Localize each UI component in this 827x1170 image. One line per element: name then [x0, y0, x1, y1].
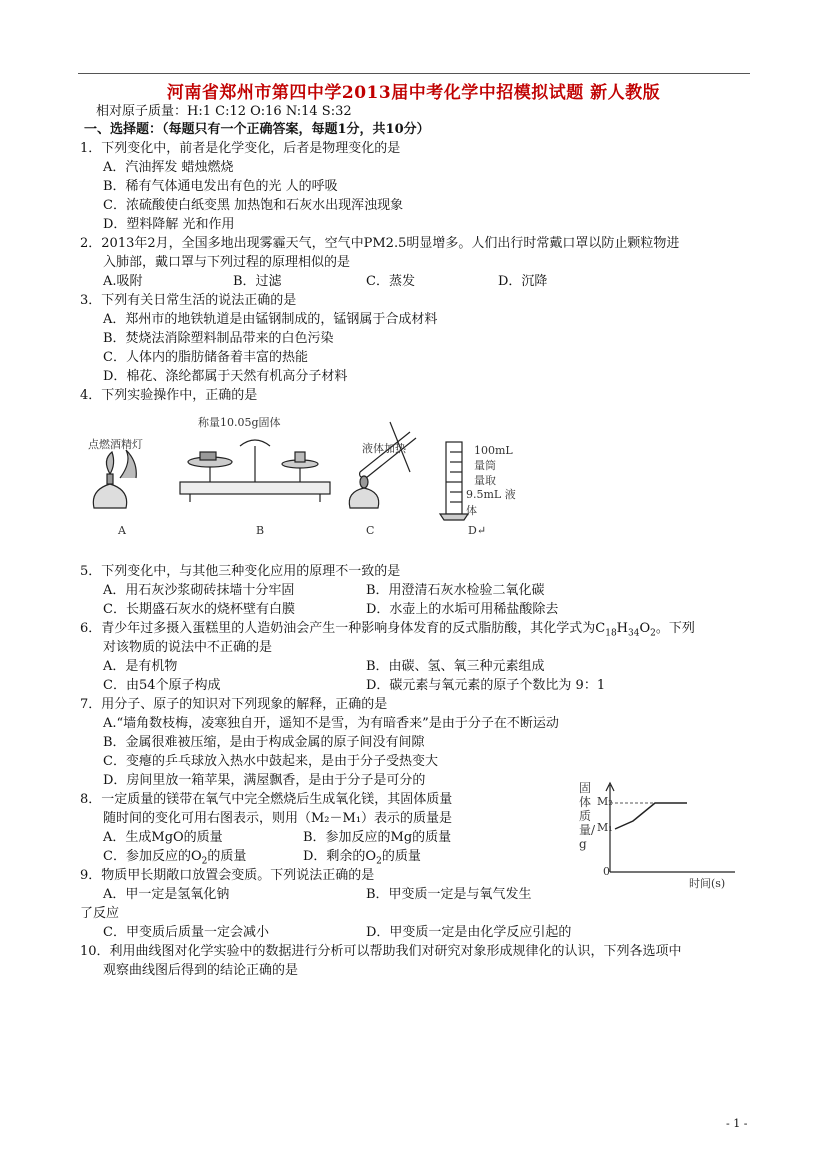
q6-stem-line1	[80, 621, 695, 642]
q6-o: O	[639, 621, 651, 636]
q2-option-b: B．过滤	[233, 274, 282, 289]
alcohol-lamp-a-drawing	[93, 450, 136, 508]
q5-stem: 5．下列变化中，与其他三种变化应用的原理不一致的是	[80, 564, 401, 579]
q3-option-a: A．郑州市的地铁轨道是由锰钢制成的，锰钢属于合成材料	[103, 312, 438, 327]
q1-option-d: D．塑料降解 光和作用	[103, 217, 235, 232]
q8-option-a: A．生成MgO的质量	[103, 830, 223, 845]
q8-stem-line1: 8．一定质量的镁带在氧气中完全燃烧后生成氧化镁，其固体质量	[80, 792, 453, 807]
balance-b-drawing	[180, 440, 330, 502]
q6-option-c: C．由54个原子构成	[103, 678, 221, 693]
lab-operations-illustration	[80, 412, 520, 542]
tube-heating-c-drawing	[349, 422, 416, 508]
q7-option-d: D．房间里放一箱苹果，满屋飘香，是由于分子是可分的	[103, 773, 426, 788]
fig-c-label: C	[366, 524, 375, 537]
q8-option-c	[103, 849, 246, 870]
q1-option-b: B．稀有气体通电发出有色的光 人的呼吸	[103, 179, 338, 194]
graph-y-label: 固体质量/g	[579, 781, 596, 851]
q6-stem-line2: 对该物质的说法中不正确的是	[103, 640, 273, 655]
q2-stem-line2: 入肺部，戴口罩与下列过程的原理相似的是	[103, 255, 351, 270]
q8-option-b: B．参加反应的Mg的质量	[303, 830, 452, 845]
graph-origin-label: 0	[603, 865, 610, 878]
page-number: - 1 -	[726, 1117, 748, 1130]
q7-option-a: A.“墙角数枝梅，凌寒独自开，遥知不是雪，为有暗香来”是由于分子在不断运动	[103, 716, 559, 731]
q5-option-a: A．用石灰沙浆砌砖抹墙十分牢固	[103, 583, 295, 598]
q6-option-d: D．碳元素与氧元素的原子个数比为 9：1	[366, 678, 606, 693]
page-title: 河南省郑州市第四中学2013届中考化学中招模拟试题 新人教版	[166, 83, 661, 103]
q6-option-b: B．由碳、氢、氧三种元素组成	[366, 659, 545, 674]
q10-stem-line2: 观察曲线图后得到的结论正确的是	[103, 963, 299, 978]
fig-d-caption-3: 9.5mL 液体	[466, 488, 516, 517]
q6-sub-2: 2	[650, 628, 656, 639]
q1-option-a: A．汽油挥发 蜡烛燃烧	[103, 160, 234, 175]
q8-stem-line2: 随时间的变化可用右图表示，则用（M₂－M₁）表示的质量是	[103, 811, 453, 826]
graph-m2-label: M₂	[597, 795, 613, 808]
q6-stem-text: 6．青少年过多摄入蛋糕里的人造奶油会产生一种影响身体发育的反式脂肪酸，其化学式为C	[80, 621, 606, 636]
q1-stem: 1．下列变化中，前者是化学变化，后者是物理变化的是	[80, 141, 401, 156]
q4-stem: 4．下列实验操作中，正确的是	[80, 388, 258, 403]
fig-d-caption-2: 量取	[474, 474, 496, 487]
q7-option-b: B．金属很难被压缩，是由于构成金属的原子间没有间隙	[103, 735, 425, 750]
fig-d-caption-1: 100mL量筒	[474, 444, 513, 472]
q6-stem-tail: 。下列	[655, 621, 695, 636]
q6-option-a: A．是有机物	[103, 659, 178, 674]
fig-a-caption: 点燃酒精灯	[88, 438, 143, 451]
q3-option-d: D．棉花、涤纶都属于天然有机高分子材料	[103, 369, 348, 384]
fig-a-label: A	[118, 524, 126, 537]
graph-curve	[615, 803, 687, 829]
q5-option-c: C．长期盛石灰水的烧杯壁有白膜	[103, 602, 295, 617]
q5-option-b: B．用澄清石灰水检验二氧化碳	[366, 583, 545, 598]
fig-b-label: B	[256, 524, 265, 537]
q9-option-c: C．甲变质后质量一定会减小	[103, 925, 269, 940]
q2-stem-line1: 2．2013年2月，全国多地出现雾霾天气，空气中PM2.5明显增多。人们出行时常戴口罩以防止颗粒物进	[80, 236, 680, 251]
q3-option-c: C．人体内的脂肪储备着丰富的热能	[103, 350, 308, 365]
q2-option-a: A.吸附	[103, 274, 143, 289]
q3-stem: 3．下列有关日常生活的说法正确的是	[80, 293, 297, 308]
q8-option-c-text: C．参加反应的O	[103, 849, 202, 864]
q9-option-b: B．甲变质一定是与氧气发生	[366, 887, 532, 902]
q3-option-b: B．焚烧法消除塑料制品带来的白色污染	[103, 331, 334, 346]
mass-time-graph	[575, 777, 745, 890]
q8-option-d-tail: 的质量	[381, 849, 421, 864]
q8-option-d-text: D．剩余的O	[303, 849, 377, 864]
graph-x-label: 时间(s)	[689, 877, 726, 890]
q6-h: H	[616, 621, 629, 636]
q5-option-d: D．水壶上的水垢可用稀盐酸除去	[366, 602, 559, 617]
q8-option-c-tail: 的质量	[207, 849, 247, 864]
atomic-masses: 相对原子质量：H:1 C:12 O:16 N:14 S:32	[96, 104, 352, 119]
graph-m1-label: M₁	[597, 821, 613, 834]
q9-option-b-cont: 了反应	[80, 906, 120, 921]
measuring-cylinder-d-drawing	[440, 442, 468, 520]
q1-option-c: C．浓硫酸使白纸变黑 加热饱和石灰水出现浑浊现象	[103, 198, 404, 213]
fig-b-caption: 称量10.05g固体	[198, 416, 281, 429]
q6-sub-18: 18	[605, 628, 617, 639]
q10-stem-line1: 10．利用曲线图对化学实验中的数据进行分析可以帮助我们对研究对象形成规律化的认识，下列各选项中	[80, 944, 682, 959]
q8-option-d	[303, 849, 421, 870]
q9-option-d: D．甲变质一定是由化学反应引起的	[366, 925, 572, 940]
q7-stem: 7．用分子、原子的知识对下列现象的解释，正确的是	[80, 697, 388, 712]
q2-option-c: C．蒸发	[366, 274, 415, 289]
q8-option-d-sub: 2	[376, 856, 382, 867]
q9-option-a: A．甲一定是氢氧化钠	[103, 887, 230, 902]
q8-option-c-sub: 2	[201, 856, 208, 867]
q7-option-c: C．变瘪的乒乓球放入热水中鼓起来，是由于分子受热变大	[103, 754, 438, 769]
fig-d-label: D↵	[468, 524, 487, 537]
q9-stem: 9．物质甲长期敞口放置会变质。下列说法正确的是	[80, 868, 375, 883]
q6-sub-34: 34	[628, 628, 640, 639]
fig-c-caption: 液体加热	[362, 442, 406, 455]
lab-operations-figure	[80, 412, 520, 542]
section-heading: 一、选择题：（每题只有一个正确答案，每题1分，共10分）	[84, 122, 430, 137]
header-rule	[78, 73, 750, 74]
q2-option-d: D．沉降	[498, 274, 548, 289]
